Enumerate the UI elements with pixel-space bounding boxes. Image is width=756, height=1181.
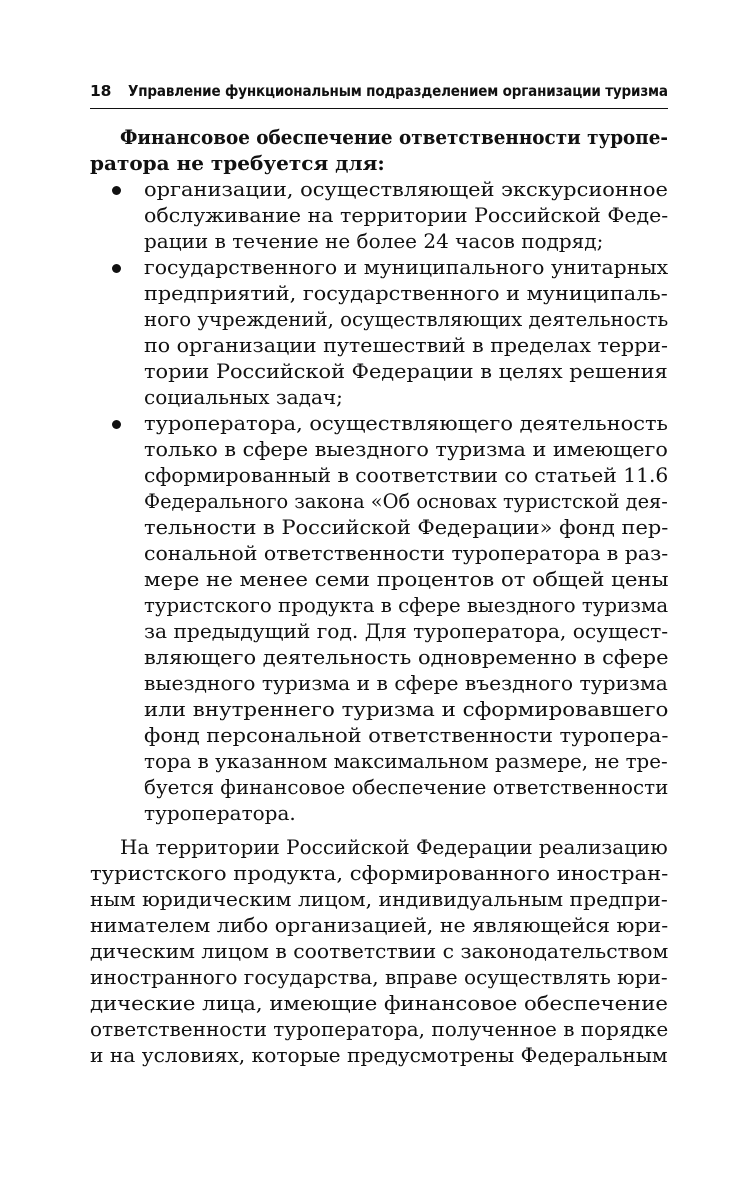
list-item-line: по организации путешествий в пределах терри- bbox=[144, 333, 668, 357]
heading-line: ратора не требуется для: bbox=[90, 151, 385, 175]
list-item-line: тории Российской Федерации в целях решения bbox=[144, 359, 668, 383]
list-item-line: за предыдущий год. Для туроператора, осущест- bbox=[144, 619, 669, 643]
list-item-line: туроператора, осуществляющего деятельность bbox=[144, 411, 668, 435]
list-item-line: или внутреннего туризма и сформировавшего bbox=[144, 697, 669, 721]
list-item-line: выездного туризма и в сфере въездного туризма bbox=[144, 671, 668, 695]
list-item-line: обслуживание на территории Российской Феде- bbox=[144, 203, 669, 227]
paragraph-line: дические лица, имеющие финансовое обеспечение bbox=[90, 991, 668, 1015]
list-item-line: ного учреждений, осуществляющих деятельность bbox=[144, 307, 669, 331]
list-item-line: буется финансовое обеспечение ответственности bbox=[144, 775, 669, 799]
list-item-line: тора в указанном максимальном размере, не тре- bbox=[144, 749, 668, 773]
list-item-line: туристского продукта в сфере выездного туризма bbox=[144, 593, 669, 617]
list-item-line: предприятий, государственного и муниципаль- bbox=[144, 281, 668, 305]
paragraph-line: ным юридическим лицом, индивидуальным предпри- bbox=[90, 887, 668, 911]
list-item-line: тельности в Российской Федерации» фонд пер- bbox=[144, 515, 669, 539]
list-item-line: вляющего деятельность одновременно в сфере bbox=[144, 645, 669, 669]
paragraph-line: ответственности туроператора, полученное в порядке bbox=[90, 1017, 669, 1041]
list-item-line: фонд персональной ответственности туропера- bbox=[144, 723, 669, 747]
running-header bbox=[90, 78, 668, 109]
paragraph-line: иностранного государства, вправе осуществлять юри- bbox=[90, 965, 668, 989]
running-title: Управление функциональным подразделением организации туризма bbox=[128, 82, 668, 100]
page-number: 18 bbox=[90, 82, 112, 100]
bullet-icon bbox=[112, 420, 121, 429]
list-item-line: туроператора. bbox=[144, 801, 296, 825]
list-item-line: государственного и муниципального унитарных bbox=[144, 255, 669, 279]
list-item-line: сональной ответственности туроператора в раз- bbox=[144, 541, 669, 565]
paragraph-line: нимателем либо организацией, не являющейся юри- bbox=[90, 913, 669, 937]
heading-line: Финансовое обеспечение ответственности туропе- bbox=[120, 125, 669, 149]
list-item-line: социальных задач; bbox=[144, 385, 343, 409]
paragraph-line: На территории Российской Федерации реализацию bbox=[120, 835, 668, 859]
bullet-icon bbox=[112, 186, 121, 195]
list-item-line: рации в течение не более 24 часов подряд; bbox=[144, 229, 604, 253]
list-item-line: только в сфере выездного туризма и имеющего bbox=[144, 437, 668, 461]
list-item-line: мере не менее семи процентов от общей цены bbox=[144, 567, 669, 591]
bullet-icon bbox=[112, 264, 121, 273]
list-item-line: сформированный в соответствии со статьей 11.6 bbox=[144, 463, 669, 487]
list-item-line: организации, осуществляющей экскурсионное bbox=[144, 177, 668, 201]
paragraph-line: дическим лицом в соответствии с законодательством bbox=[90, 939, 669, 963]
paragraph-line: туристского продукта, сформированного иностран- bbox=[90, 861, 669, 885]
paragraph-line: и на условиях, которые предусмотрены Федеральным bbox=[90, 1043, 668, 1067]
list-item-line: Федерального закона «Об основах туристской дея- bbox=[144, 489, 668, 513]
